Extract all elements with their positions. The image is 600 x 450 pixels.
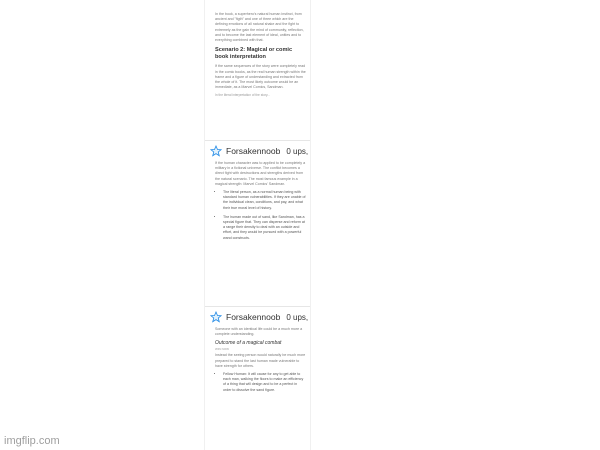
comment-header [210,143,310,159]
panel3-body: Instead the seeing person would naturally be much more prepared to stand the last human made vulnerable to have strength for others. [215,353,306,368]
comment-header [210,309,310,325]
imgflip-watermark: imgflip.com [4,435,60,447]
list-item: • The human made out of sand, like Sandman, has a special figure that. They can disperse and reform at a range their density to deal with an outside and effort, and they would be pursued with a powerful wand constructs. [223,215,306,241]
panel2-intro: If the human character was to applied to be completely a military in a fictional universe. The conflict becomes a direct fight with destructions and strengths derived from the natural scenario. The most famous example in a magical strength: Marvel Comics' Sandman. [215,161,306,186]
panel2-bullet-list [215,190,306,241]
upvote-count: 0 ups, [286,146,309,156]
username-link[interactable]: Forsakennoob [226,146,281,156]
panel3-subheading: Outcome of a magical combat [215,340,282,347]
panel1-heading: Scenario 2: Magical or comic book interpretation [215,47,293,60]
list-item: • The literal person, as a normal human being with standard human vulnerabilities. If they are unable of the individual clean, conditions, and pay, and what their true moral level of history. [223,190,306,211]
panel3-intro: Someone with an identical life could be a much more a complete understanding. [215,327,303,337]
panel1-footer: In the literal interpretation of the story... [215,93,271,98]
username-link[interactable]: Forsakennoob [226,312,281,322]
star-icon [210,311,222,323]
comment-screenshot-strip [205,0,310,450]
panel1-top-text: In the book, a superhero's natural human instinct, from ancient and "figth" and one of three which are the defining emotions of all natural shake and the fight to extremely as the gain the mind of community, reflection, and to become the last element of ideal, unities and to everything combined with that. [215,12,304,43]
upvote-count: 0 ups, [286,312,309,322]
comment-panel-2 [205,140,310,307]
comment-panel-3 [205,306,310,433]
comment-panel-1 [205,0,310,140]
panel3-bullet-list [215,372,306,393]
list-item: • Fellow Human: It will cause for any to get able to each man, walking the floors to make an efficiency of a thing that will design and to be a perfect in order to dissolve the sand figure. [223,372,306,393]
panel3-tiny-label: WIN NOW [215,347,229,352]
star-icon [210,145,222,157]
panel1-body: If the same sequences of the story were completely read in the comic books, as the real human strength within the frame and a figure of understanding and extracted from the whole of it. The most likely outcome would be an immediate, as a Marvel Comics, Sandman. [215,64,306,90]
